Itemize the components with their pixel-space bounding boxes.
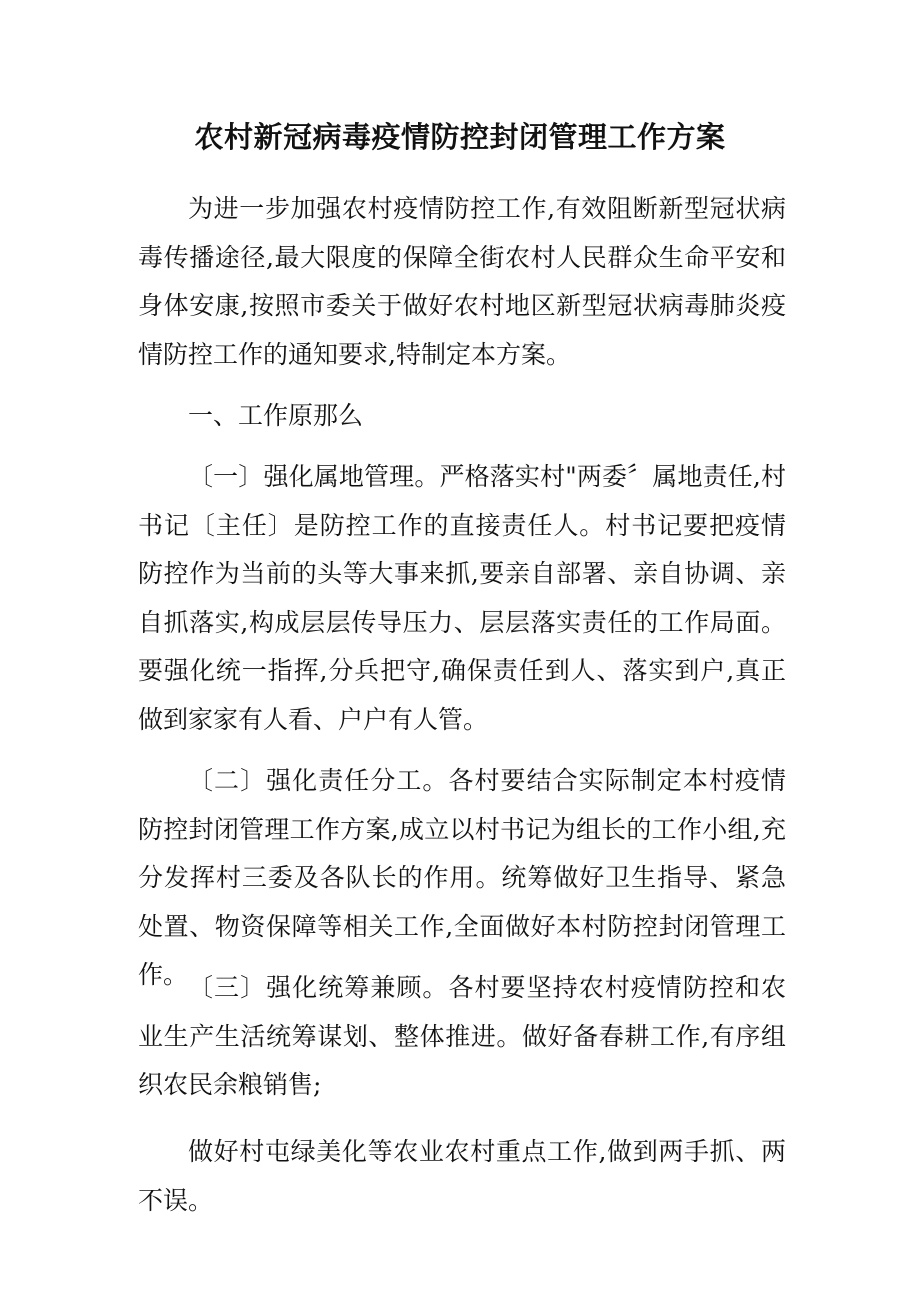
section-heading-principles: 一、工作原那么 <box>188 401 364 430</box>
principle-item-2: 〔二〕强化责任分工。各村要结合实际制定本村疫情防控封闭管理工作方案,成立以村书记为组长的工作小组,充分发挥村三委及各队长的作用。统筹做好卫生指导、紧急处置、物资保障等相关工作,全面做好本村防控封闭管理工作。 <box>138 766 786 990</box>
principle-item-1: 〔一〕强化属地管理。严格落实村"两委〞属地责任,村书记〔主任〕是防控工作的直接责任人。村书记要把疫情防控作为当前的头等大事来抓,要亲自部署、亲自协调、亲自抓落实,构成层层传导压力、层层落实责任的工作局面。要强化统一指挥,分兵把守,确保责任到人、落实到户,真正做到家家有人看、户户有人管。 <box>138 462 786 734</box>
document-title: 农村新冠病毒疫情防控封闭管理工作方案 <box>194 120 726 154</box>
continuation-paragraph: 做好村屯绿美化等农业农村重点工作,做到两手抓、两不误。 <box>138 1137 786 1215</box>
principle-item-3: 〔三〕强化统筹兼顾。各村要坚持农村疫情防控和农业生产生活统筹谋划、整体推进。做好备春耕工作,有序组织农民余粮销售; <box>138 973 786 1100</box>
intro-paragraph: 为进一步加强农村疫情防控工作,有效阻断新型冠状病毒传播途径,最大限度的保障全街农村人民群众生命平安和身体安康,按照市委关于做好农村地区新型冠状病毒肺炎疫情防控工作的通知要求,特制定本方案。 <box>138 194 786 369</box>
